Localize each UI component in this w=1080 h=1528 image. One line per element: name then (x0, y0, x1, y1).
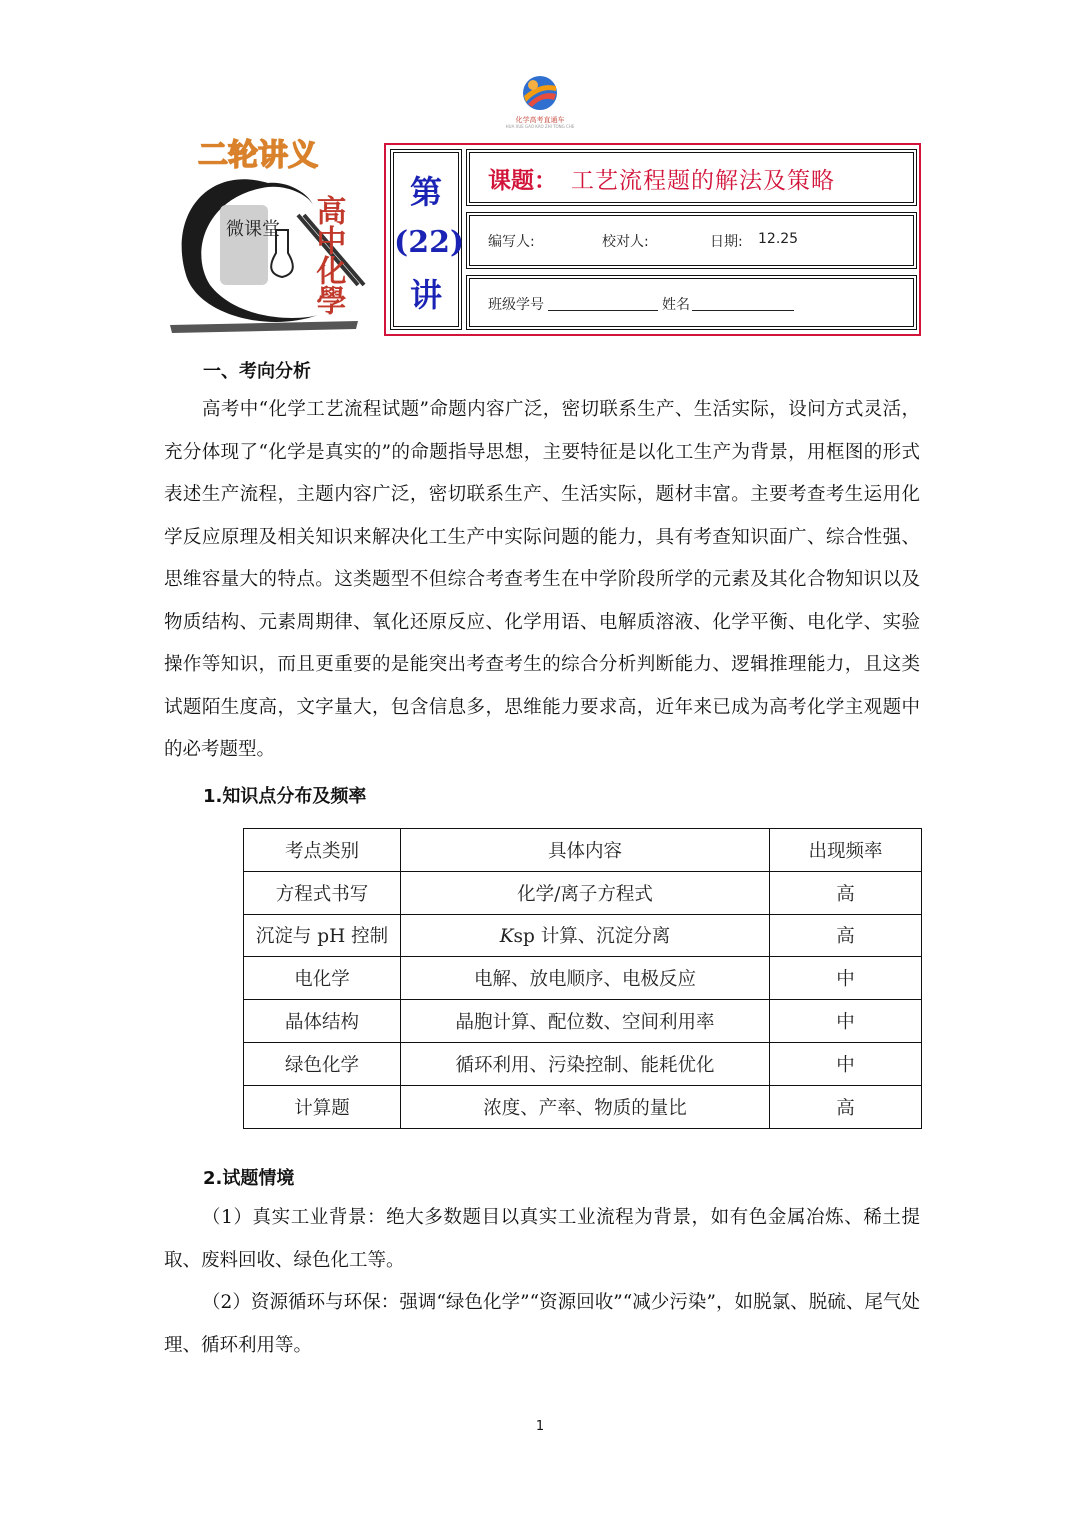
frequency-cell: 高 (770, 914, 922, 957)
banner-text-label: 二轮讲义 (198, 138, 318, 173)
table-header-cell: 出现频率 (770, 829, 922, 872)
date-value: 12.25 (758, 231, 799, 247)
table-row (244, 871, 922, 914)
author-label: 编写人: (488, 234, 535, 250)
table-header-cell: 具体内容 (401, 829, 770, 872)
name-label: 姓名 (662, 297, 690, 313)
category-cell: 方程式书写 (244, 871, 401, 914)
content-cell: 化学/离子方程式 (401, 871, 770, 914)
category-cell: 电化学 (244, 957, 401, 1000)
table-row (244, 1085, 922, 1128)
section-paragraph: 高考中“化学工艺流程试题”命题内容广泛，密切联系生产、生活实际，设问方式灵活，充分体现了“化学是真实的”的命题指导思想，主要特征是以化工生产为背景，用框图的形式表述生产流程，主题内容广泛，密切联系生产、生活实际，题材丰富。主要考查考生运用化学反应原理及相关知识来解决化工生产中实际问题的能力，具有考查知识面广、综合性强、思维容量大的特点。这类题型不但综合考查考生在中学阶段所学的元素及其化合物知识以及物质结构、元素周期律、氧化还原反应、化学用语、电解质溶液、化学平衡、电化学、实验操作等知识，而且更重要的是能突出考查考生的综合分析判断能力、逻辑推理能力，且这类试题陌生度高，文字量大，包含信息多，思维能力要求高，近年来已成为高考化学主观题中的必考题型。 (164, 399, 920, 760)
lecture-prefix: 第 (409, 173, 442, 211)
brush-stroke-icon (170, 321, 358, 333)
content-cell: 电解、放电顺序、电极反应 (401, 957, 770, 1000)
category-cell: 晶体结构 (244, 1000, 401, 1043)
frequency-cell: 中 (770, 1000, 922, 1043)
content-cell (401, 914, 770, 957)
logo-subcaption: HUA XUE GAO KAO ZHI TONG CHE (505, 124, 575, 129)
context-item-2: （2）资源循环与环保：强调“绿色化学”“资源回收”“减少污染”，如脱氯、脱硫、尾气处理、循环利用等。 (164, 1292, 920, 1356)
name-blank[interactable] (692, 296, 794, 311)
lecture-number-box (390, 149, 465, 330)
ksp-italic: K (499, 926, 514, 948)
table-row (244, 914, 922, 957)
top-logo (500, 74, 580, 134)
seal-text: 微课堂 (226, 219, 280, 240)
table-row (244, 957, 922, 1000)
content-cell: 浓度、产率、物质的量比 (401, 1085, 770, 1128)
class-label: 班级学号 (488, 297, 544, 313)
subsection-heading-2: 2.试题情境 (203, 1168, 295, 1189)
content-cell: 循环利用、污染控制、能耗优化 (401, 1042, 770, 1085)
page-number: 1 (535, 1419, 545, 1434)
lecture-suffix: 讲 (409, 276, 442, 314)
table-header-cell: 考点类别 (244, 829, 401, 872)
knowledge-table (243, 828, 922, 1129)
class-blank[interactable] (548, 296, 658, 311)
date-label: 日期: (710, 234, 743, 250)
section-heading: 一、考向分析 (203, 361, 311, 382)
category-cell: 绿色化学 (244, 1042, 401, 1085)
category-cell: 计算题 (244, 1085, 401, 1128)
series-logo (158, 135, 380, 335)
content-rest: sp 计算、沉淀分离 (513, 926, 671, 948)
category-cell: 沉淀与 pH 控制 (244, 914, 401, 957)
globe-logo-icon (520, 74, 560, 112)
frequency-cell: 高 (770, 1085, 922, 1128)
logo-caption: 化学高考直通车 (515, 116, 565, 124)
frequency-cell: 中 (770, 957, 922, 1000)
topic-title: 工艺流程题的解法及策略 (571, 168, 835, 194)
content-cell: 晶胞计算、配位数、空间利用率 (401, 1000, 770, 1043)
reviewer-label: 校对人: (602, 234, 649, 250)
figure-icon (220, 205, 268, 285)
vertical-title: 高中化學 (310, 195, 346, 315)
frequency-cell: 高 (770, 871, 922, 914)
subsection-heading-1: 1.知识点分布及频率 (203, 786, 367, 807)
topic-label: 课题： (488, 168, 557, 194)
table-header-row (244, 829, 922, 872)
lecture-number: (22) (394, 225, 465, 260)
frequency-cell: 中 (770, 1042, 922, 1085)
table-row (244, 1042, 922, 1085)
context-item-1: （1）真实工业背景：绝大多数题目以真实工业流程为背景，如有色金属冶炼、稀土提取、废料回收、绿色化工等。 (164, 1207, 920, 1271)
table-row (244, 1000, 922, 1043)
banner-text (198, 138, 318, 173)
